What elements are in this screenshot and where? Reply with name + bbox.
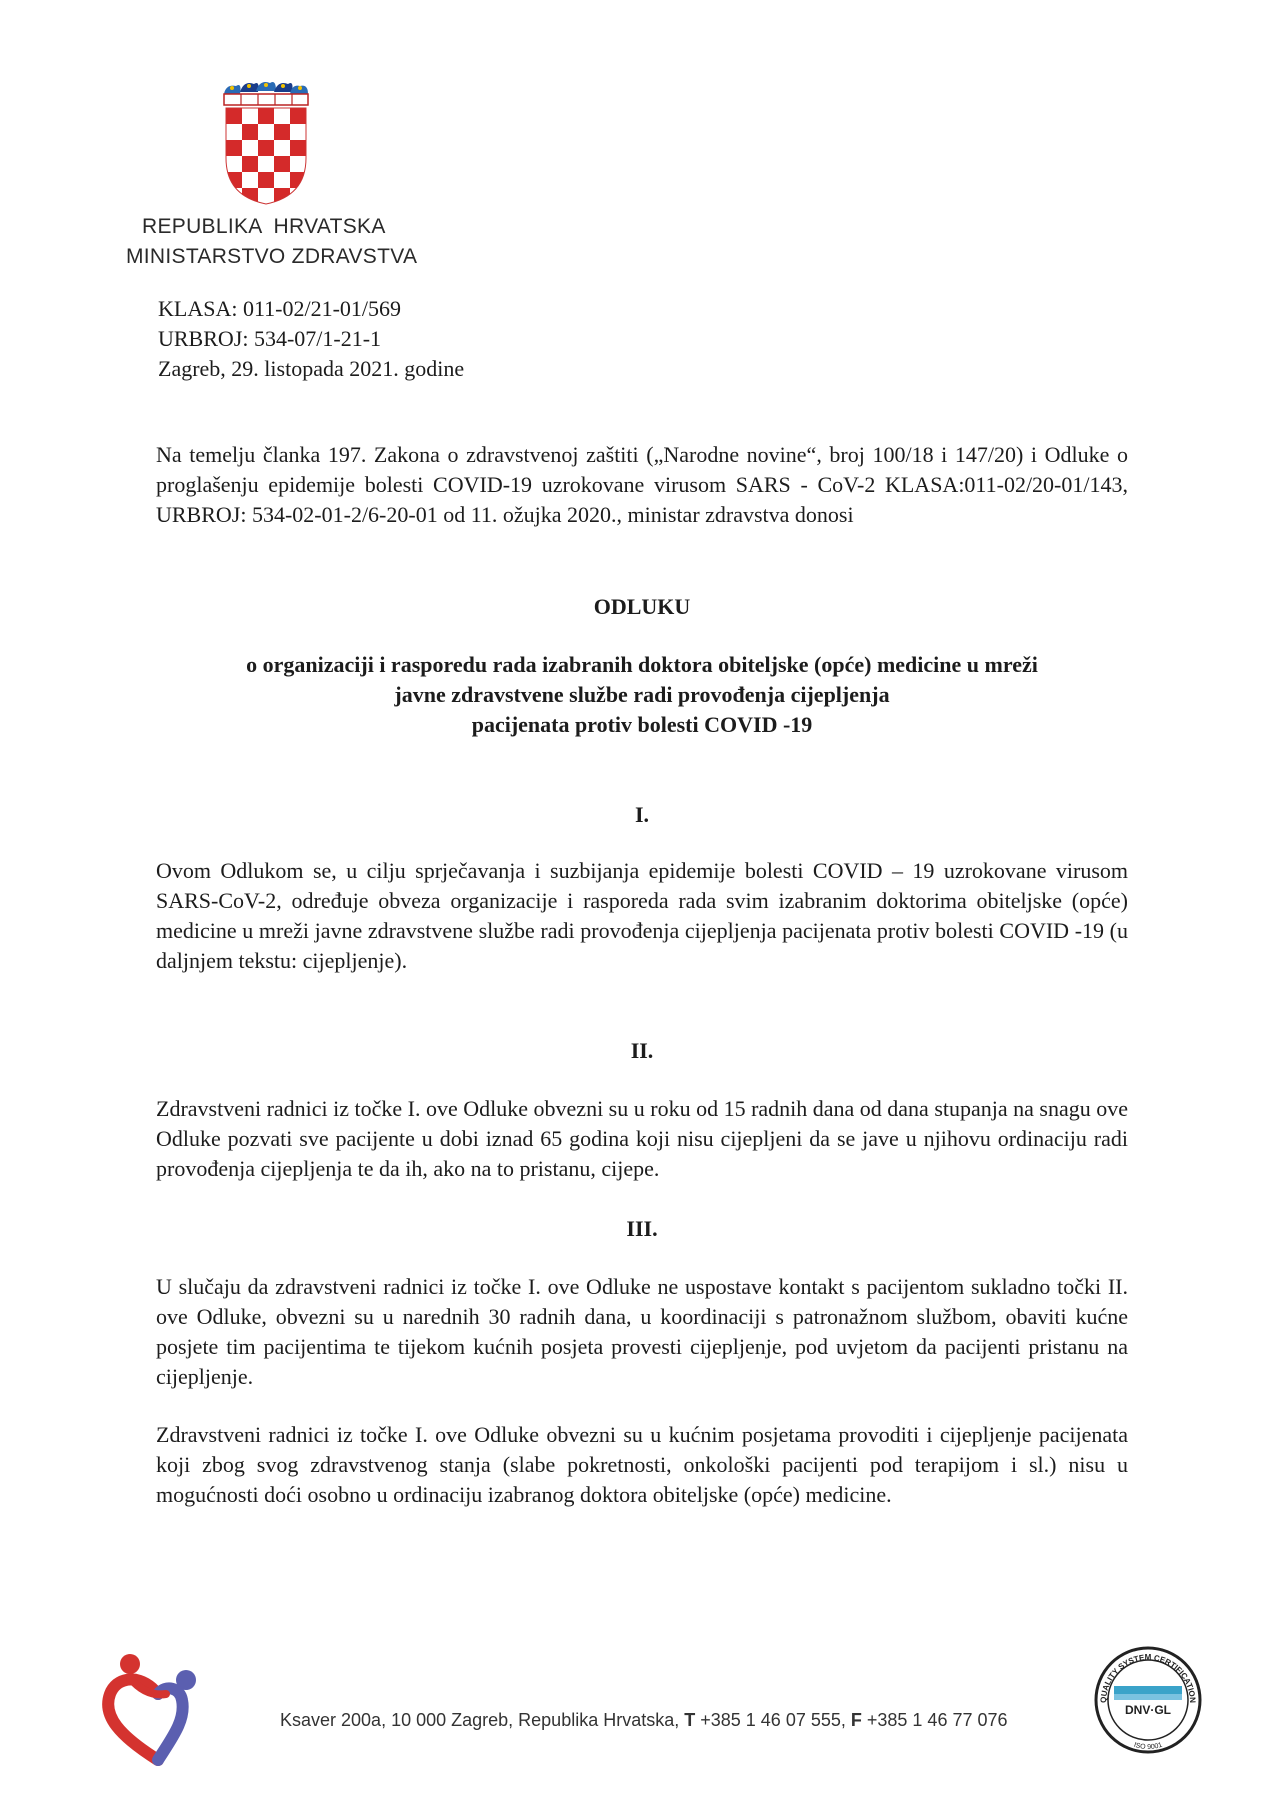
decision-title: ODLUKU <box>593 594 691 619</box>
ministry-name: MINISTARSTVO ZDRAVSTVA <box>126 245 418 268</box>
dnv-gl-certification-seal <box>1088 1640 1208 1760</box>
ministry-heart-logo <box>100 1650 216 1766</box>
decision-subtitle <box>156 650 1128 740</box>
footer-address <box>280 1710 1008 1731</box>
address-text: Ksaver 200a, 10 000 Zagreb, Republika Hrvatska, <box>280 1710 685 1730</box>
seal-arc-text: QUALITY SYSTEM CERTIFICATION <box>1098 1652 1198 1704</box>
fax-label: F <box>850 1710 862 1730</box>
croatian-coat-of-arms <box>220 80 312 206</box>
klasa-line: KLASA: 011-02/21-01/569 <box>158 296 402 321</box>
svg-text:ISO 9001 <box>1133 1742 1163 1751</box>
tel-number: +385 1 46 07 555, <box>695 1710 851 1730</box>
section-paragraph: Zdravstveni radnici iz točke I. ove Odluke obvezni su u kućnim posjetama provoditi i cijepljenje pacijenata koji zbog svog zdravstvenog stanja (slabe pokretnosti, onkološki pacijenti pod terapijom i sl.) nisu u mogućnosti doći osobno u ordinaciju izabranog doktora obiteljske (opće) medicine. <box>156 1422 1128 1507</box>
seal-iso-text: ISO 9001 <box>1132 1741 1164 1752</box>
reference-block <box>158 294 464 384</box>
subtitle-line: javne zdravstvene službe radi provođenja cijepljenja <box>394 682 890 707</box>
fax-number: +385 1 46 77 076 <box>861 1710 1008 1730</box>
section-number: II. <box>630 1038 654 1063</box>
section-paragraph: Ovom Odlukom se, u cilju sprječavanja i suzbijanja epidemije bolesti COVID – 19 uzrokovane virusom SARS-CoV-2, određuje obveza organizacije i rasporeda rada svim izabranim doktorima obiteljske (opće) medicine u mreži javne zdravstvene službe radi provođenja cijepljenja pacijenata protiv bolesti COVID -19 (u daljnjem tekstu: cijepljenje). <box>156 858 1128 973</box>
ministry-header <box>126 212 417 272</box>
seal-brand-text: DNV·GL <box>1125 1703 1171 1717</box>
subtitle-line: o organizaciji i rasporedu rada izabranih doktora obiteljske (opće) medicine u mreži <box>246 652 1038 677</box>
tel-label: T <box>684 1710 696 1730</box>
preamble-paragraph: Na temelju članka 197. Zakona o zdravstvenoj zaštiti („Narodne novine“, broj 100/18 i 147/20) i Odluke o proglašenju epidemije bolesti COVID-19 uzrokovane virusom SARS - CoV-2 KLASA:011-02/20-01/143, URBROJ: 534-02-01-2/6-20-01 od 11. ožujka 2020., ministar zdravstva donosi <box>156 442 1128 527</box>
section-paragraph: U slučaju da zdravstveni radnici iz točke I. ove Odluke ne uspostave kontakt s pacijentom sukladno točki II. ove Odluke, obvezni su u narednih 30 radnih dana, u koordinaciji s patronažnom službom, obaviti kućne posjete tim pacijentima te tijekom kućnih posjeta provesti cijepljenje, pod uvjetom da pacijenti pristanu na cijepljenje. <box>156 1274 1128 1389</box>
place-date-line: Zagreb, 29. listopada 2021. godine <box>158 356 465 381</box>
urbroj-line: URBROJ: 534-07/1-21-1 <box>158 326 382 351</box>
country-name: REPUBLIKA HRVATSKA <box>142 215 386 238</box>
section-number: I. <box>634 802 650 827</box>
subtitle-line: pacijenata protiv bolesti COVID -19 <box>471 712 813 737</box>
section-paragraph: Zdravstveni radnici iz točke I. ove Odluke obvezni su u roku od 15 radnih dana od dana stupanja na snagu ove Odluke pozvati sve pacijente u dobi iznad 65 godina koji nisu cijepljeni da se jave u njihovu ordinaciju radi provođenja cijepljenja te da ih, ako na to pristanu, cijepe. <box>156 1096 1128 1181</box>
section-number: III. <box>626 1216 658 1241</box>
